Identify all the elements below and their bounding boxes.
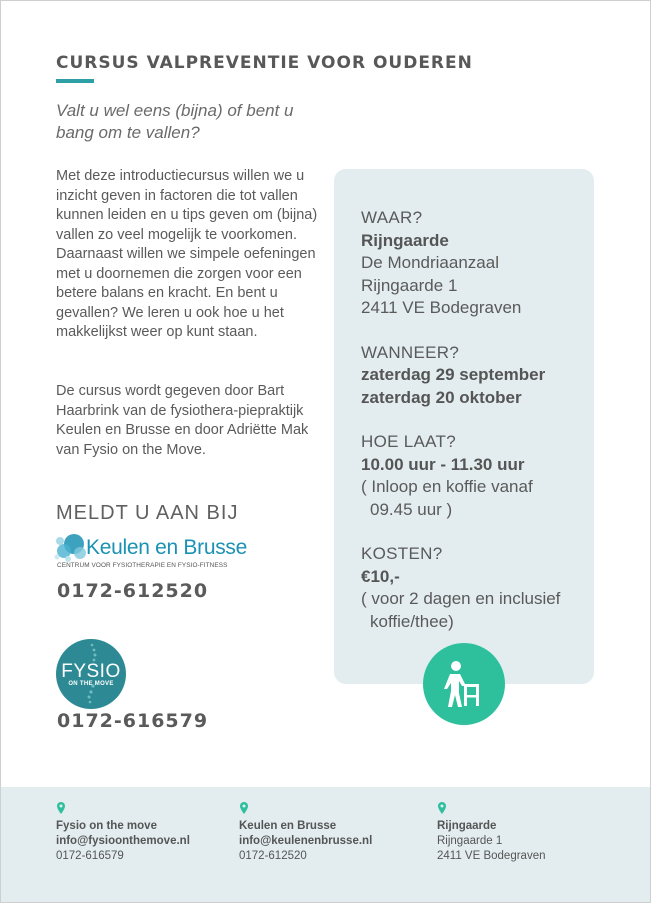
- given-by-paragraph: De cursus wordt gegeven door Bart Haarbrink van de fysiothera-piepraktijk Keulen en Brusse en door Adriëtte Mak van Fysio on the Move.: [56, 383, 309, 458]
- footer-phone: 0172-612520: [239, 850, 307, 862]
- where-place: Rijngaarde: [361, 230, 449, 250]
- location-pin-icon: [437, 802, 447, 815]
- fysio-logo-subtext: ON THE MOVE: [68, 681, 114, 687]
- cost-value: €10,-: [361, 566, 400, 586]
- location-pin-icon: [239, 802, 249, 815]
- intro-paragraph: Met deze introductiecursus willen we u inzicht geven in factoren die tot vallen kunnen leiden en u tips geven om (bijna) vallen zo veel mogelijk te voorkomen. Daarnaast willen we simpele oefeningen met u doornemen die zorgen voor een betere balans en kracht. En bent u gevallen? We leren u ook hoe u het makkelijkst weer op kunt staan.: [56, 168, 318, 340]
- time-note-1: ( Inloop en koffie vanaf: [361, 477, 533, 496]
- footer-keulen: [239, 802, 372, 864]
- where-line-1: De Mondriaanzaal: [361, 253, 499, 272]
- fysio-on-the-move-logo: [56, 639, 126, 709]
- cost-note-1: ( voor 2 dagen en inclusief: [361, 589, 561, 608]
- when-date-2: zaterdag 20 oktober: [361, 387, 522, 407]
- time-label: HOE LAAT?: [361, 432, 456, 451]
- footer-phone: 0172-616579: [56, 850, 124, 862]
- page-title: CURSUS VALPREVENTIE VOOR OUDEREN: [56, 53, 473, 73]
- subtitle-line-2: bang om te vallen?: [56, 123, 200, 142]
- keulen-brusse-tagline: CENTRUM VOOR FYSIOTHERAPIE EN FYSIO-FITNESS: [57, 562, 228, 569]
- subtitle: [56, 100, 326, 144]
- signup-heading: MELDT U AAN BIJ: [56, 502, 239, 524]
- footer-address: Rijngaarde 1: [437, 835, 503, 847]
- subtitle-line-1: Valt u wel eens (bijna) of bent u: [56, 101, 294, 120]
- footer-name: Fysio on the move: [56, 820, 157, 832]
- cost-note-2: koffie/thee): [370, 611, 454, 631]
- info-details: [361, 207, 591, 633]
- where-line-2: Rijngaarde 1: [361, 275, 458, 295]
- footer-city: 2411 VE Bodegraven: [437, 850, 546, 862]
- footer-name: Rijngaarde: [437, 820, 497, 832]
- cost-label: KOSTEN?: [361, 544, 443, 563]
- walker-badge: [423, 643, 505, 725]
- time-note-2: 09.45 uur ): [370, 499, 453, 519]
- footer-rijngaarde: [437, 802, 545, 864]
- footer-fysio: [56, 802, 190, 864]
- fysio-phone: 0172-616579: [57, 710, 209, 732]
- elderly-walker-icon: [423, 643, 505, 725]
- when-label: WANNEER?: [361, 342, 460, 362]
- footer-email[interactable]: info@fysioonthemove.nl: [56, 835, 190, 847]
- footer-name: Keulen en Brusse: [239, 820, 337, 832]
- fysio-logo-text: FYSIO: [61, 661, 121, 682]
- keulen-brusse-name: Keulen en Brusse: [86, 536, 247, 559]
- title-underline: [56, 79, 94, 83]
- keulen-brusse-phone: 0172-612520: [57, 580, 209, 602]
- where-line-3: 2411 VE Bodegraven: [361, 298, 522, 317]
- when-date-1: zaterdag 29 september: [361, 365, 546, 384]
- location-pin-icon: [56, 802, 66, 815]
- where-label: WAAR?: [361, 208, 423, 227]
- time-value: 10.00 uur - 11.30 uur: [361, 454, 525, 474]
- footer-email[interactable]: info@keulenenbrusse.nl: [239, 835, 373, 847]
